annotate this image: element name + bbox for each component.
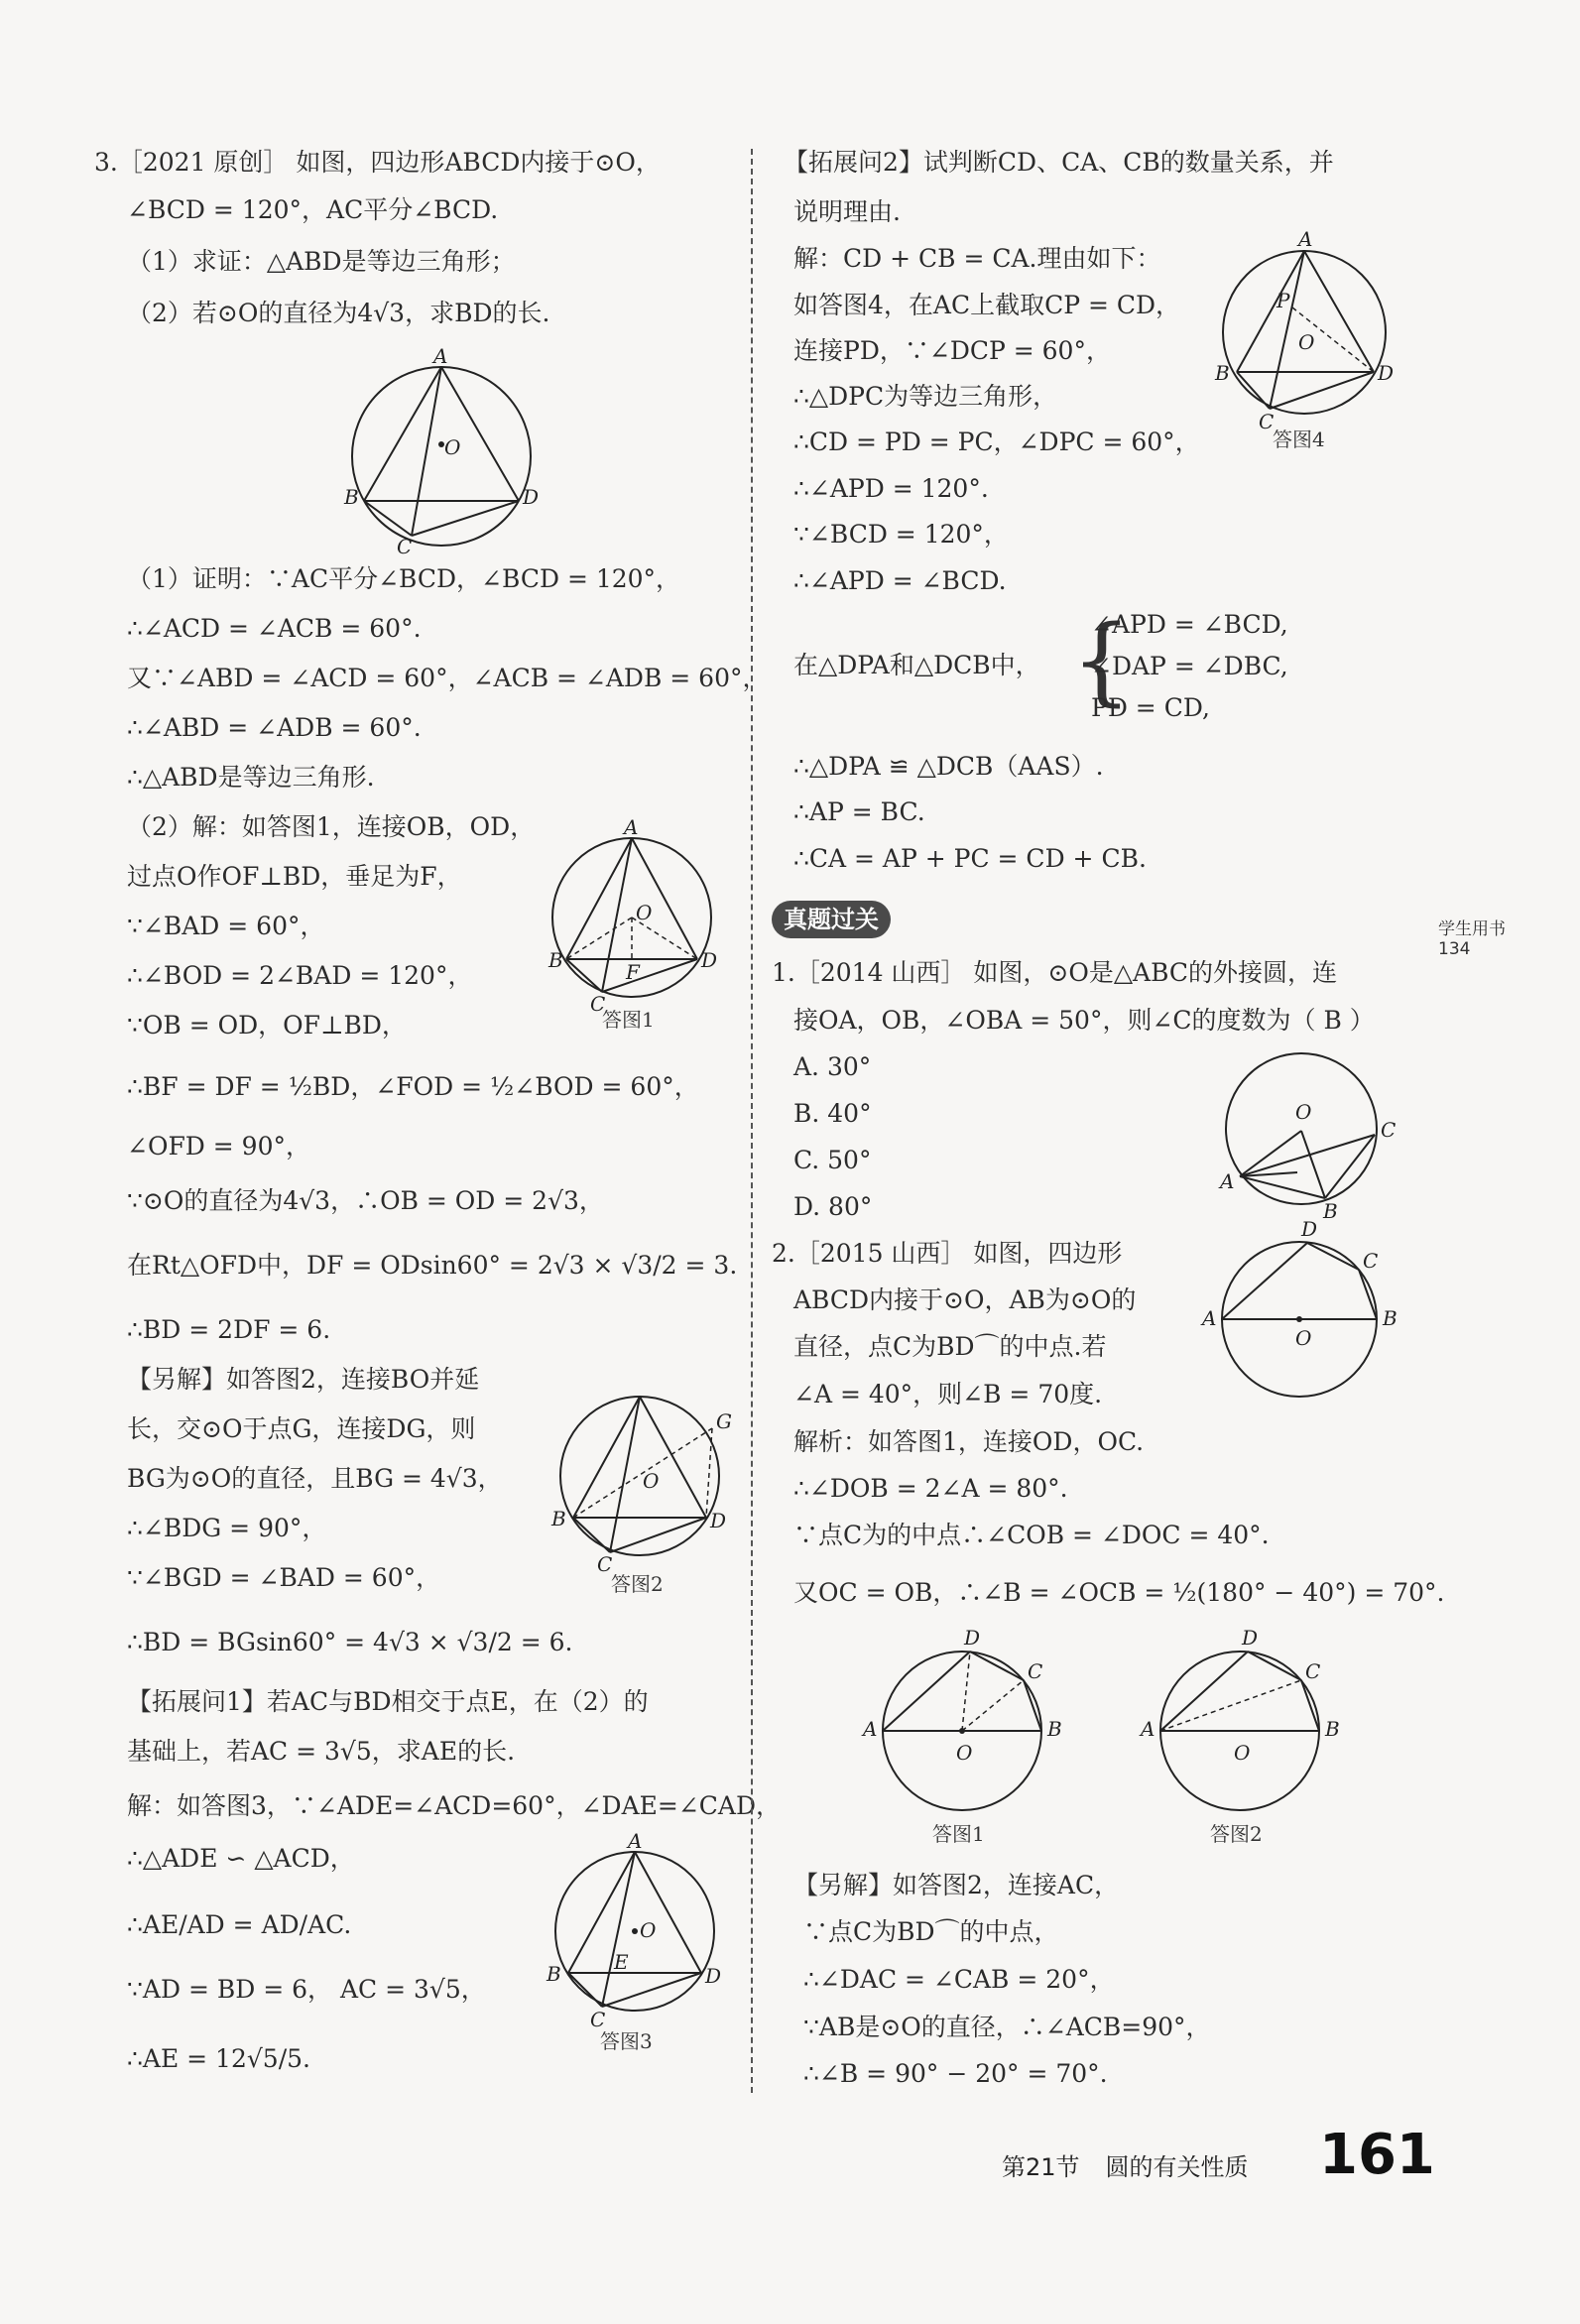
text-line: ∴∠DAC = ∠CAB = 20°，	[803, 1965, 1115, 1994]
option-d: D. 80°	[793, 1192, 873, 1221]
footer-section: 第21节	[1002, 2153, 1080, 2181]
text-line: ∴∠ACD = ∠ACB = 60°.	[127, 614, 422, 643]
option-b: B. 40°	[793, 1099, 872, 1128]
column-divider	[751, 149, 753, 2093]
svg-text:D: D	[701, 948, 718, 972]
text-line: 在Rt△OFD中，DF = ODsin60° = 2√3 × √3/2 = 3.	[127, 1251, 738, 1280]
text-line: 如答图4，在AC上截取CP = CD，	[793, 291, 1181, 319]
text-line: （1）求证：△ABD是等边三角形；	[127, 247, 516, 276]
svg-text:D: D	[964, 1626, 981, 1650]
question-2-figure	[1200, 1217, 1398, 1412]
text-line: ∴∠BOD = 2∠BAD = 120°，	[127, 961, 473, 990]
text-line: ∠DAP = ∠DBC,	[1091, 652, 1288, 680]
svg-text:O: O	[636, 901, 653, 924]
question-1-line-1: 1.［2014 山西］ 如图，⊙O是△ABC的外接圆，连	[772, 958, 1338, 987]
svg-text:D: D	[1378, 361, 1395, 385]
svg-text:O: O	[444, 435, 461, 459]
svg-text:C: C	[1363, 1249, 1379, 1273]
text-line: ∴BD = BGsin60° = 4√3 × √3/2 = 6.	[127, 1628, 573, 1656]
svg-text:A: A	[1220, 1169, 1235, 1193]
svg-text:A: A	[433, 344, 448, 368]
text-line: ∴∠APD = 120°.	[793, 474, 989, 503]
text-line: 【拓展问2】试判断CD、CA、CB的数量关系，并	[784, 148, 1334, 177]
option-c: C. 50°	[793, 1146, 872, 1174]
svg-text:F: F	[626, 960, 640, 984]
svg-text:O: O	[640, 1918, 657, 1942]
text-line: 连接PD，∵∠DCP = 60°，	[793, 336, 1111, 365]
text-line: 【另解】如答图2，连接BO并延	[127, 1365, 480, 1394]
text-line: ∴∠B = 90° − 20° = 70°.	[803, 2059, 1108, 2088]
text-line: 【拓展问1】若AC与BD相交于点E，在（2）的	[127, 1687, 649, 1716]
svg-text:D: D	[1242, 1626, 1259, 1650]
svg-text:O: O	[956, 1741, 973, 1765]
text-line: 过点O作OF⊥BD，垂足为F，	[127, 862, 462, 891]
text-line: ∵点C为的中点∴∠COB = ∠DOC = 40°.	[793, 1521, 1270, 1549]
svg-text:答图2: 答图2	[611, 1572, 664, 1596]
text-line: 解：如答图3，∵∠ADE=∠ACD=60°，∠DAE=∠CAD，	[127, 1791, 781, 1820]
text-line: ∴∠APD = ∠BCD.	[793, 566, 1007, 595]
svg-text:D: D	[1301, 1217, 1318, 1241]
svg-text:O: O	[1295, 1100, 1312, 1124]
text-line: ∠OFD = 90°，	[127, 1132, 310, 1161]
text-line: ∵∠BGD = ∠BAD = 60°，	[127, 1563, 441, 1592]
text-line: 又OC = OB，∴∠B = ∠OCB = ½(180° − 40°) = 70°.	[793, 1578, 1445, 1607]
svg-text:O: O	[1295, 1326, 1312, 1350]
text-line: ∴CA = AP + PC = CD + CB.	[793, 844, 1147, 873]
text-line: ABCD内接于⊙O，AB为⊙O的	[793, 1285, 1137, 1314]
svg-text:答图4: 答图4	[1273, 428, 1325, 451]
text-line: 长，交⊙O于点G，连接DG，则	[127, 1414, 476, 1443]
text-line: BG为⊙O的直径，且BG = 4√3，	[127, 1464, 503, 1493]
svg-text:B: B	[1215, 361, 1230, 385]
svg-text:A: A	[1141, 1717, 1155, 1741]
problem-3-title: 3.［2021 原创］ 如图，四边形ABCD内接于⊙O，	[94, 148, 661, 177]
text-line: ∴△DPA ≌ △DCB（AAS）.	[793, 752, 1104, 781]
svg-text:A: A	[1298, 227, 1313, 251]
svg-text:C: C	[590, 992, 606, 1016]
side-note-label: 学生用书	[1438, 919, 1506, 939]
svg-text:A: A	[624, 815, 639, 839]
svg-text:O: O	[1298, 330, 1315, 354]
brace: {	[1071, 605, 1133, 716]
text-line: ∵OB = OD，OF⊥BD，	[127, 1011, 407, 1040]
answer-figure-2	[551, 1389, 734, 1601]
svg-text:C: C	[590, 2008, 606, 2031]
text-line: ∵∠BCD = 120°，	[793, 520, 1009, 549]
answer-figure-4	[1215, 227, 1403, 451]
question-1-line-2: 接OA，OB，∠OBA = 50°，则∠C的度数为（ B ）	[793, 1006, 1375, 1035]
svg-text:P: P	[1276, 289, 1290, 312]
text-line: （2）解：如答图1，连接OB，OD，	[127, 812, 536, 841]
svg-text:B: B	[547, 1962, 561, 1986]
svg-text:答图3: 答图3	[600, 2029, 653, 2053]
svg-text:D: D	[523, 485, 540, 509]
option-a: A. 30°	[793, 1052, 872, 1081]
svg-text:答图1: 答图1	[932, 1822, 985, 1846]
question-2-answer-figure-2	[1131, 1626, 1369, 1849]
side-note-page: 134	[1438, 939, 1471, 959]
text-line: （2）若⊙O的直径为4√3，求BD的长.	[127, 299, 550, 327]
svg-text:C: C	[397, 535, 413, 558]
answer-figure-1	[548, 815, 719, 1032]
answer-figure-3	[547, 1829, 729, 2057]
svg-text:B: B	[1325, 1717, 1340, 1741]
svg-text:A: A	[628, 1829, 643, 1853]
svg-text:B: B	[344, 485, 359, 509]
question-1-figure	[1210, 1049, 1408, 1227]
text-line: ∴∠DOB = 2∠A = 80°.	[793, 1474, 1068, 1503]
text-line: ∴△ABD是等边三角形.	[127, 763, 375, 792]
svg-text:G: G	[716, 1409, 732, 1433]
text-line: ∠APD = ∠BCD,	[1091, 610, 1288, 639]
text-line: ∴BD = 2DF = 6.	[127, 1315, 331, 1344]
text-line: ∴CD = PD = PC，∠DPC = 60°，	[793, 428, 1200, 456]
text-line: ∴AP = BC.	[793, 797, 925, 826]
svg-text:C: C	[1381, 1118, 1397, 1142]
text-line: 直径，点C为BD⌒的中点.若	[793, 1332, 1107, 1361]
text-line: 解：CD + CB = CA.理由如下：	[793, 244, 1161, 273]
text-line: ∴∠ABD = ∠ADB = 60°.	[127, 713, 422, 742]
text-line: 在△DPA和△DCB中，	[793, 651, 1040, 679]
text-line: ∵⊙O的直径为4√3，∴OB = OD = 2√3，	[127, 1186, 604, 1215]
text-line: 又∵∠ABD = ∠ACD = 60°，∠ACB = ∠ADB = 60°，	[127, 664, 768, 692]
svg-text:B: B	[551, 1507, 566, 1530]
svg-text:C: C	[1259, 410, 1275, 433]
svg-text:A: A	[1202, 1306, 1217, 1330]
side-note	[1438, 919, 1506, 959]
svg-text:C: C	[1028, 1659, 1043, 1683]
text-line: ∴BF = DF = ½BD，∠FOD = ½∠BOD = 60°，	[127, 1072, 699, 1101]
footer	[1002, 2147, 1249, 2182]
svg-text:B: B	[1047, 1717, 1062, 1741]
text-line: ∠BCD = 120°，AC平分∠BCD.	[127, 195, 499, 224]
text-line: ∵∠BAD = 60°，	[127, 912, 325, 940]
problem-3-figure	[342, 344, 541, 558]
svg-text:B: B	[1323, 1199, 1338, 1223]
text-line: ∠A = 40°，则∠B = 70度.	[793, 1380, 1103, 1408]
svg-text:O: O	[1234, 1741, 1251, 1765]
question-2-line-1: 2.［2015 山西］ 如图，四边形	[772, 1239, 1123, 1268]
text-line: ∵AD = BD = 6， AC = 3√5，	[127, 1975, 486, 2004]
svg-text:O: O	[643, 1469, 660, 1493]
svg-text:答图2: 答图2	[1210, 1822, 1263, 1846]
svg-text:D: D	[705, 1964, 722, 1988]
svg-text:C: C	[597, 1552, 613, 1576]
text-line: 基础上，若AC = 3√5，求AE的长.	[127, 1737, 516, 1766]
svg-text:B: B	[548, 948, 563, 972]
text-line: （1）证明：∵AC平分∠BCD，∠BCD = 120°，	[127, 564, 681, 593]
text-line: 【另解】如答图2，连接AC，	[793, 1871, 1120, 1899]
svg-text:B: B	[1383, 1306, 1398, 1330]
text-line: ∵点C为BD⌒的中点，	[803, 1917, 1059, 1946]
text-line: ∴△ADE ∽ △ACD，	[127, 1844, 355, 1873]
svg-text:A: A	[863, 1717, 878, 1741]
text-line: 说明理由.	[793, 197, 901, 226]
text-line: PD = CD,	[1091, 693, 1210, 722]
svg-text:C: C	[1305, 1659, 1321, 1683]
footer-title: 圆的有关性质	[1105, 2153, 1249, 2181]
text-line: ∴△DPC为等边三角形，	[793, 382, 1058, 411]
svg-text:D: D	[710, 1509, 727, 1532]
text-line: ∴∠BDG = 90°，	[127, 1514, 327, 1542]
text-line: ∵AB是⊙O的直径，∴∠ACB=90°，	[803, 2013, 1211, 2041]
text-line: ∴AE/AD = AD/AC.	[127, 1910, 352, 1939]
question-2-answer-figure-1	[853, 1626, 1091, 1849]
section-badge: 真题过关	[772, 901, 891, 938]
text-line: 解析：如答图1，连接OD，OC.	[793, 1427, 1145, 1456]
svg-text:E: E	[614, 1950, 629, 1974]
text-line: ∴AE = 12√5/5.	[127, 2044, 310, 2073]
page-number: 161	[1319, 2123, 1435, 2187]
svg-text:答图1: 答图1	[602, 1008, 655, 1032]
